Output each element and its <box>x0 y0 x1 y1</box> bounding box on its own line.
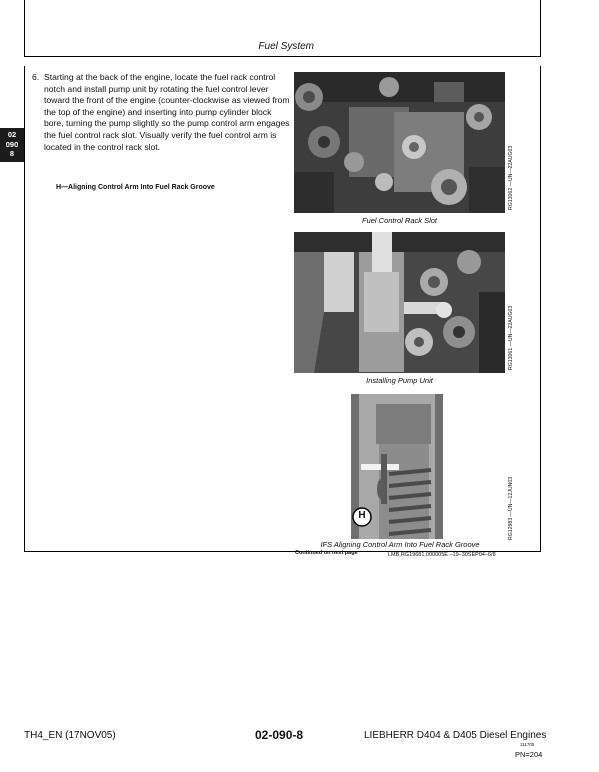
section-tab <box>0 128 24 162</box>
frame-line <box>540 66 541 551</box>
step-paragraph <box>32 72 290 153</box>
figure-caption: IFS Aligning Control Arm Into Fuel Rack Groove <box>320 540 480 549</box>
figure-caption: Fuel Control Rack Slot <box>361 216 438 225</box>
installing-pump-unit-photo <box>294 232 505 373</box>
tab-line: 8 <box>9 149 15 158</box>
photo-illustration <box>294 232 505 373</box>
callout-legend: H—Aligning Control Arm Into Fuel Rack Groove <box>56 184 215 191</box>
document-reference: LMB,RG19681,000005E –19–30SEP04–6/8 <box>388 552 496 558</box>
tab-line: 090 <box>5 139 19 149</box>
step-number: 6. <box>32 72 40 82</box>
photo-illustration <box>294 72 505 213</box>
manual-id: TH4_EN (17NOV05) <box>24 730 116 741</box>
figure-caption: Installing Pump Unit <box>366 376 433 385</box>
header-rule <box>24 56 541 57</box>
manual-title: LIEBHERR D404 & D405 Diesel Engines <box>364 730 547 741</box>
continued-note: Continued on next page <box>295 550 358 556</box>
figure-code: RG12983 —UN—12JUN03 <box>508 476 514 540</box>
footer-code: 111705 <box>520 742 535 747</box>
frame-line <box>24 66 25 551</box>
figure-marker: H <box>358 510 366 521</box>
figure-code: RG13061 —UN—22AUG03 <box>508 305 514 370</box>
section-title: Fuel System <box>258 41 314 52</box>
frame-line <box>540 0 541 57</box>
page-number: 02-090-8 <box>255 728 304 742</box>
pn-number: PN=204 <box>515 750 543 759</box>
figure-code: RG13062 —UN—22AUG03 <box>508 145 514 210</box>
step-text: Starting at the back of the engine, locate the fuel rack control notch and install pump unit by rotating the fuel control lever toward the front of the engine (counter-clockwise as viewed from the top of the engine) and inserting into pump cylinder block bore, turning the pump slightly so the pump control arm engages the fuel control rack slot. Visually verify the fuel control arm is located in the control rack slot. <box>44 72 290 152</box>
aligning-control-arm-photo <box>351 394 443 539</box>
tab-line: 02 <box>7 130 17 139</box>
fuel-control-rack-photo <box>294 72 505 213</box>
